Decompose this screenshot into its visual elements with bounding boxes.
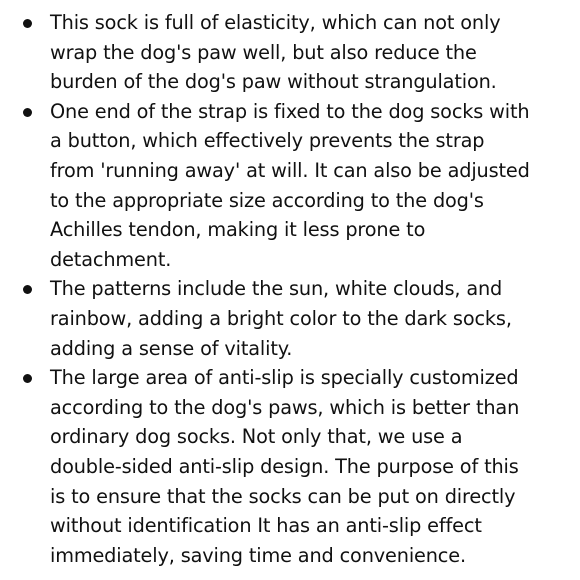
bullet-line: according to the dog's paws, which is better than bbox=[50, 395, 520, 419]
bullet-text bbox=[50, 363, 554, 570]
bullet-line: One end of the strap is fixed to the dog socks with bbox=[50, 99, 530, 123]
bullet-dot-icon bbox=[23, 108, 32, 117]
bullet-line: to the appropriate size according to the dog's bbox=[50, 188, 484, 212]
bullet-dot-icon bbox=[23, 19, 32, 28]
bullet-text bbox=[50, 274, 554, 363]
bullet-line: burden of the dog's paw without strangulation. bbox=[50, 70, 497, 94]
bullet-line: Achilles tendon, making it less prone to bbox=[50, 218, 426, 242]
bullet-text bbox=[50, 8, 554, 97]
bullet-line: a button, which effectively prevents the strap bbox=[50, 129, 485, 153]
bullet-line: from 'running away' at will. It can also be adjusted bbox=[50, 158, 530, 182]
bullet-line: adding a sense of vitality. bbox=[50, 336, 293, 360]
bullet-dot-icon bbox=[23, 374, 32, 383]
bullet-line: without identification It has an anti-slip effect bbox=[50, 514, 482, 538]
bullet-line: immediately, saving time and convenience. bbox=[50, 543, 466, 567]
bullet-line: rainbow, adding a bright color to the dark socks, bbox=[50, 306, 512, 330]
feature-bullet-list bbox=[0, 8, 580, 570]
bullet-line: ordinary dog socks. Not only that, we use a bbox=[50, 425, 463, 449]
bullet-anti-slip bbox=[0, 363, 580, 570]
bullet-line: The patterns include the sun, white clouds, and bbox=[50, 277, 503, 301]
bullet-dot-icon bbox=[23, 285, 32, 294]
bullet-line: detachment. bbox=[50, 247, 172, 271]
bullet-line: wrap the dog's paw well, but also reduce the bbox=[50, 40, 477, 64]
bullet-line: This sock is full of elasticity, which can not only bbox=[50, 11, 501, 34]
bullet-line: is to ensure that the socks can be put on directly bbox=[50, 484, 516, 508]
bullet-patterns bbox=[0, 274, 580, 363]
bullet-line: double-sided anti-slip design. The purpose of this bbox=[50, 454, 519, 478]
bullet-line: The large area of anti-slip is specially customized bbox=[50, 366, 519, 390]
bullet-text bbox=[50, 97, 554, 275]
bullet-elasticity bbox=[0, 8, 580, 97]
bullet-strap-button bbox=[0, 97, 580, 275]
